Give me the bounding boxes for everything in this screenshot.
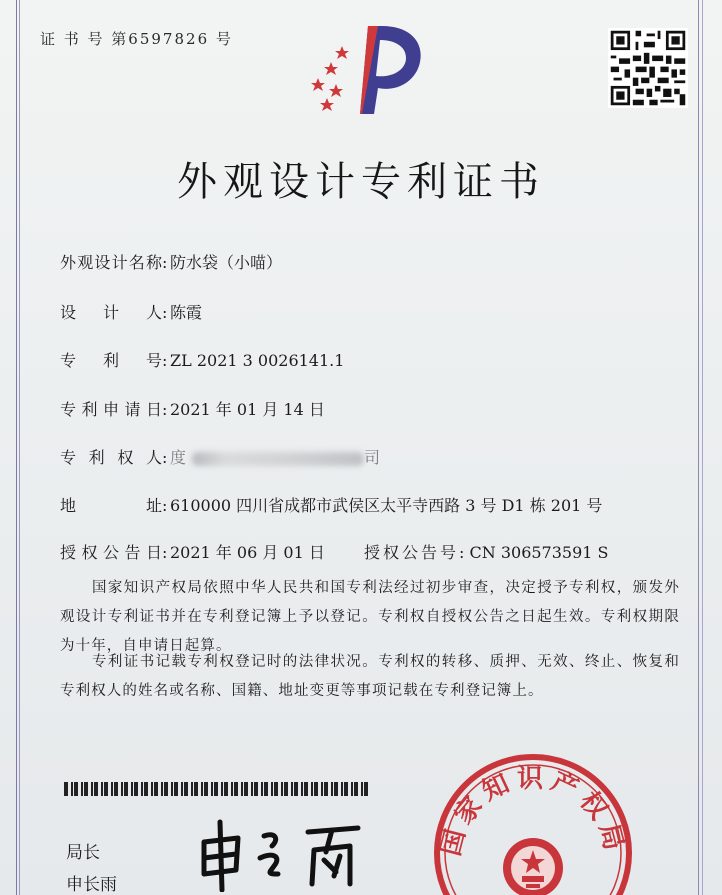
grant-number-value: CN 306573591 S: [469, 543, 609, 562]
left-border: [16, 0, 20, 895]
redaction-blur: [192, 452, 364, 466]
barcode-bar: [111, 782, 113, 796]
barcode-bar: [301, 782, 303, 796]
filing-date-label: 专利申请日: [60, 400, 162, 419]
barcode-bar: [174, 782, 178, 796]
director-name: 申长雨: [66, 875, 117, 895]
seal-text: 国家知识产权局: [436, 763, 630, 860]
barcode-bar: [284, 782, 288, 796]
barcode-bar: [351, 782, 353, 796]
barcode-bar: [314, 782, 318, 796]
barcode-bar: [324, 782, 328, 796]
grant-date-value: 2021 年 06 月 01 日: [170, 543, 325, 562]
barcode-bar: [354, 782, 358, 796]
barcode-bar: [154, 782, 158, 796]
certificate-number: 证 书 号 第6597826 号: [40, 30, 233, 48]
statement-paragraph-1: 国家知识产权局依照中华人民共和国专利法经过初步审查，决定授予专利权，颁发外观设计专利证书并在专利登记簿上予以登记。专利权自授权公告之日起生效。专利权期限为十年，自申请日起算。: [60, 580, 680, 654]
grant-number-label: 授权公告号: [364, 543, 460, 562]
barcode-bar: [264, 782, 268, 796]
barcode-bar: [194, 782, 198, 796]
filing-date-value: 2021 年 01 月 14 日: [170, 400, 325, 419]
patentee-start: 度: [170, 448, 187, 467]
barcode-bar: [191, 782, 193, 796]
design-name-row: 外观设计名称 : 防水袋（小喵）: [60, 250, 282, 273]
barcode-bar: [84, 782, 88, 796]
barcode-bar: [81, 782, 83, 796]
barcode-bar: [364, 782, 368, 796]
star-2: [324, 62, 338, 75]
star-3: [311, 78, 325, 91]
barcode-bar: [104, 782, 108, 796]
barcode-bar: [204, 782, 208, 796]
barcode-bar: [334, 782, 338, 796]
patentee-value: [168, 445, 380, 468]
barcode-bar: [141, 782, 143, 796]
barcode-bar: [144, 782, 148, 796]
patentee-end: 司: [364, 448, 381, 467]
barcode-bar: [304, 782, 308, 796]
grant-date-label: 授权公告日: [60, 543, 162, 562]
barcode-bar: [274, 782, 278, 796]
cnipa-logo-icon: [298, 22, 428, 118]
qr-code-icon: [608, 28, 688, 108]
barcode-bar: [131, 782, 133, 796]
barcode-bar: [234, 782, 238, 796]
barcode-bar: [361, 782, 363, 796]
grant-number-row: 授权公告号: CN 306573591 S: [364, 543, 609, 562]
barcode-bar: [244, 782, 248, 796]
certificate-title: 外观设计专利证书: [177, 159, 545, 205]
barcode-bar: [241, 782, 243, 796]
official-seal-icon: [430, 750, 636, 895]
patent-number-value: ZL 2021 3 0026141.1: [170, 351, 345, 370]
barcode-bar: [94, 782, 98, 796]
right-border: [698, 0, 703, 895]
handwritten-signature-icon: [190, 812, 390, 892]
barcode-bar: [224, 782, 228, 796]
patent-number-row: 专 利 号 : ZL 2021 3 0026141.1: [60, 348, 344, 371]
barcode-bar: [331, 782, 333, 796]
barcode-bar: [231, 782, 233, 796]
address-row: 地 址 : 610000 四川省成都市武侯区太平寺西路 3 号 D1 栋 201 号: [60, 493, 602, 516]
statement-paragraph-2: 专利证书记载专利权登记时的法律状况。专利权的转移、质押、无效、终止、恢复和专利权人的姓名或名称、国籍、地址变更等事项记载在专利登记簿上。: [60, 654, 680, 699]
barcode-bar: [221, 782, 223, 796]
filing-date-row: 专利申请日 : 2021 年 01 月 14 日: [60, 397, 325, 420]
barcode-bar: [124, 782, 128, 796]
patentee-label: 专 利 权 人: [60, 448, 162, 467]
barcode-bar: [311, 782, 313, 796]
barcode-bar: [71, 782, 73, 796]
star-1: [335, 46, 349, 59]
barcode-bar: [164, 782, 168, 796]
barcode-bar: [114, 782, 118, 796]
barcode-bar: [211, 782, 213, 796]
barcode-bar: [151, 782, 153, 796]
barcode-bar: [291, 782, 293, 796]
barcode-bar: [321, 782, 323, 796]
barcode-bar: [214, 782, 218, 796]
barcode-bar: [261, 782, 263, 796]
barcode-bar: [201, 782, 203, 796]
design-name-label: 外观设计名称: [60, 253, 162, 272]
barcode-bar: [101, 782, 103, 796]
grant-date-row: 授权公告日 : 2021 年 06 月 01 日: [60, 540, 325, 563]
star-4: [329, 84, 343, 97]
designer-row: 设 计 人 : 陈霞: [60, 300, 202, 323]
barcode-bar: [294, 782, 298, 796]
barcode-bar: [74, 782, 78, 796]
barcode-bar: [161, 782, 163, 796]
barcode-bar: [64, 782, 68, 796]
star-5: [320, 98, 334, 111]
barcode-bar: [254, 782, 258, 796]
barcode-bar: [341, 782, 343, 796]
address-value: 610000 四川省成都市武侯区太平寺西路 3 号 D1 栋 201 号: [170, 496, 603, 515]
barcode-bar: [281, 782, 283, 796]
national-emblem-icon: [503, 838, 563, 895]
designer-value: 陈霞: [170, 303, 203, 322]
barcode-bar: [171, 782, 173, 796]
designer-label: 设 计 人: [60, 303, 162, 322]
barcode-icon: [64, 782, 368, 796]
director-title: 局长: [66, 843, 100, 863]
barcode-bar: [271, 782, 273, 796]
barcode-bar: [134, 782, 138, 796]
barcode-bar: [181, 782, 183, 796]
patentee-row: 专 利 权 人 : 度 司: [60, 445, 380, 468]
address-label: 地 址: [60, 496, 162, 515]
barcode-bar: [121, 782, 123, 796]
barcode-bar: [344, 782, 348, 796]
barcode-bar: [184, 782, 188, 796]
barcode-bar: [91, 782, 93, 796]
barcode-bar: [251, 782, 253, 796]
patent-number-label: 专 利 号: [60, 351, 162, 370]
design-name-value: 防水袋（小喵）: [170, 253, 283, 272]
